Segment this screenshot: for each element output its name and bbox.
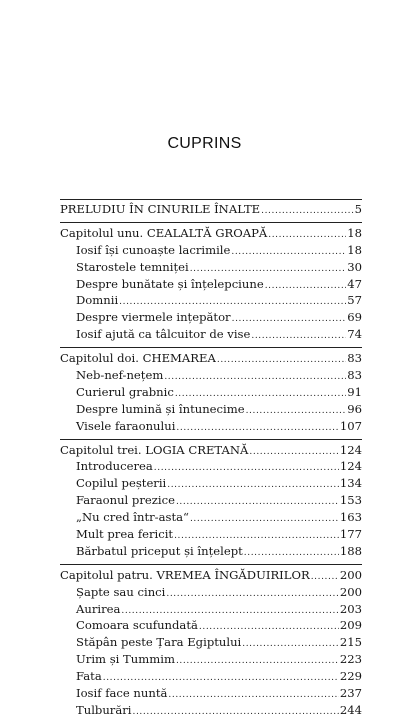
entry-page: 74 bbox=[347, 327, 362, 342]
toc-entry bbox=[60, 367, 362, 384]
entry-page: 96 bbox=[347, 401, 362, 416]
entry-page: 200 bbox=[339, 567, 362, 582]
toc-section-preludiu bbox=[60, 199, 362, 218]
toc-entry bbox=[60, 634, 362, 651]
entry-page: 163 bbox=[339, 510, 362, 525]
toc-entry bbox=[60, 458, 362, 475]
entry-page: 244 bbox=[339, 702, 362, 717]
toc-heading bbox=[60, 350, 362, 367]
dot-leader bbox=[164, 369, 346, 386]
entry-page: 124 bbox=[339, 442, 362, 457]
toc-entry bbox=[60, 475, 362, 492]
dot-leader bbox=[166, 586, 338, 603]
toc-entry bbox=[60, 617, 362, 634]
entry-page: 223 bbox=[339, 652, 362, 667]
table-of-contents bbox=[60, 199, 362, 723]
toc-entry bbox=[60, 418, 362, 435]
dot-leader bbox=[176, 420, 338, 437]
entry-title: Iosif ajută ca tâlcuitor de vise bbox=[76, 327, 251, 342]
entry-page: 153 bbox=[339, 493, 362, 508]
entry-title: Neb-nef-nețem bbox=[76, 368, 164, 383]
dot-leader bbox=[217, 352, 346, 369]
dot-leader bbox=[176, 494, 339, 511]
toc-entry bbox=[60, 668, 362, 685]
entry-page: 18 bbox=[347, 225, 362, 240]
dot-leader bbox=[251, 328, 346, 345]
toc-entry bbox=[60, 601, 362, 618]
toc-entry bbox=[60, 326, 362, 343]
entry-page: 83 bbox=[347, 368, 362, 383]
entry-title: Iosif își cunoaște lacrimile bbox=[76, 242, 231, 257]
toc-entry bbox=[60, 492, 362, 509]
toc-entry bbox=[60, 651, 362, 668]
entry-page: 229 bbox=[339, 669, 362, 684]
dot-leader bbox=[190, 511, 339, 528]
toc-entry bbox=[60, 509, 362, 526]
entry-title: Capitolul trei. LOGIA CRETANĂ bbox=[60, 442, 249, 457]
dot-leader bbox=[133, 704, 339, 721]
toc-entry bbox=[60, 276, 362, 293]
entry-title: Fata bbox=[76, 669, 102, 684]
entry-page: 5 bbox=[354, 202, 362, 216]
entry-title: Visele faraonului bbox=[76, 418, 176, 433]
entry-title: Curierul grabnic bbox=[76, 384, 174, 399]
dot-leader bbox=[261, 203, 353, 220]
entry-page: 209 bbox=[339, 618, 362, 633]
entry-page: 69 bbox=[347, 310, 362, 325]
dot-leader bbox=[249, 444, 338, 461]
page-title: CUPRINS bbox=[167, 135, 242, 152]
entry-title: Despre viermele ințepător bbox=[76, 310, 231, 325]
entry-title: Stăpân peste Țara Egiptului bbox=[76, 635, 242, 650]
toc-heading bbox=[60, 442, 362, 459]
toc-heading bbox=[60, 225, 362, 242]
entry-title: Capitolul doi. CHEMAREA bbox=[60, 351, 216, 366]
toc-section-chapter-1 bbox=[60, 222, 362, 343]
dot-leader bbox=[168, 687, 338, 704]
entry-page: 177 bbox=[339, 527, 362, 542]
entry-page: 30 bbox=[347, 259, 362, 274]
toc-entry bbox=[60, 685, 362, 702]
dot-leader bbox=[167, 477, 339, 494]
entry-page: 188 bbox=[339, 543, 362, 558]
toc-section-chapter-4 bbox=[60, 564, 362, 719]
dot-leader bbox=[265, 278, 347, 295]
toc-entry bbox=[60, 242, 362, 259]
dot-leader bbox=[176, 653, 339, 670]
dot-leader bbox=[244, 545, 339, 562]
entry-title: Capitolul patru. VREMEA ÎNGĂDUIRILOR bbox=[60, 567, 310, 582]
entry-page: 83 bbox=[347, 351, 362, 366]
entry-title: Introducerea bbox=[76, 459, 153, 474]
entry-title: Șapte sau cinci bbox=[76, 584, 166, 599]
toc-entry bbox=[60, 309, 362, 326]
entry-title: Urim și Tummim bbox=[76, 652, 175, 667]
dot-leader bbox=[268, 227, 346, 244]
toc-entry bbox=[60, 384, 362, 401]
dot-leader bbox=[242, 636, 339, 653]
entry-title: Starostele temniței bbox=[76, 259, 189, 274]
entry-title: Comoara scufundată bbox=[76, 618, 198, 633]
toc-entry bbox=[60, 584, 362, 601]
entry-page: 124 bbox=[339, 459, 362, 474]
entry-page: 203 bbox=[339, 601, 362, 616]
entry-title: Domnii bbox=[76, 293, 119, 308]
entry-page: 107 bbox=[339, 418, 362, 433]
dot-leader bbox=[154, 460, 339, 477]
entry-title: Tulburări bbox=[76, 702, 132, 717]
entry-page: 47 bbox=[347, 276, 362, 291]
toc-entry bbox=[60, 543, 362, 560]
entry-title: Mult prea fericit bbox=[76, 527, 174, 542]
entry-title: Aurirea bbox=[76, 601, 121, 616]
toc-section-chapter-3 bbox=[60, 439, 362, 560]
entry-title: Faraonul prezice bbox=[76, 493, 175, 508]
entry-page: 18 bbox=[347, 242, 362, 257]
entry-page: 237 bbox=[339, 686, 362, 701]
toc-entry bbox=[60, 526, 362, 543]
entry-page: 91 bbox=[347, 384, 362, 399]
entry-page: 200 bbox=[339, 584, 362, 599]
entry-page: 57 bbox=[347, 293, 362, 308]
entry-title: Iosif face nuntă bbox=[76, 686, 168, 701]
entry-title: Despre bunătate și înțelepciune bbox=[76, 276, 264, 291]
entry-title: Despre lumină și întunecime bbox=[76, 401, 245, 416]
toc-heading bbox=[60, 567, 362, 584]
toc-entry bbox=[60, 259, 362, 276]
dot-leader bbox=[246, 403, 347, 420]
entry-title: Capitolul unu. CEALALTĂ GROAPĂ bbox=[60, 225, 268, 240]
dot-leader bbox=[231, 244, 346, 261]
entry-page: 134 bbox=[339, 476, 362, 491]
entry-title: Copilul peșterii bbox=[76, 476, 167, 491]
toc-entry bbox=[60, 702, 362, 719]
entry-title: PRELUDIU ÎN CINURILE ÎNALTE bbox=[60, 202, 261, 216]
toc-section-chapter-2 bbox=[60, 347, 362, 434]
entry-page: 215 bbox=[339, 635, 362, 650]
entry-title: Bărbatul priceput și înțelept bbox=[76, 543, 243, 558]
toc-entry bbox=[60, 401, 362, 418]
toc-heading bbox=[60, 201, 362, 218]
dot-leader bbox=[311, 569, 339, 586]
toc-entry bbox=[60, 292, 362, 309]
entry-title: „Nu cred într-asta“ bbox=[76, 510, 189, 525]
